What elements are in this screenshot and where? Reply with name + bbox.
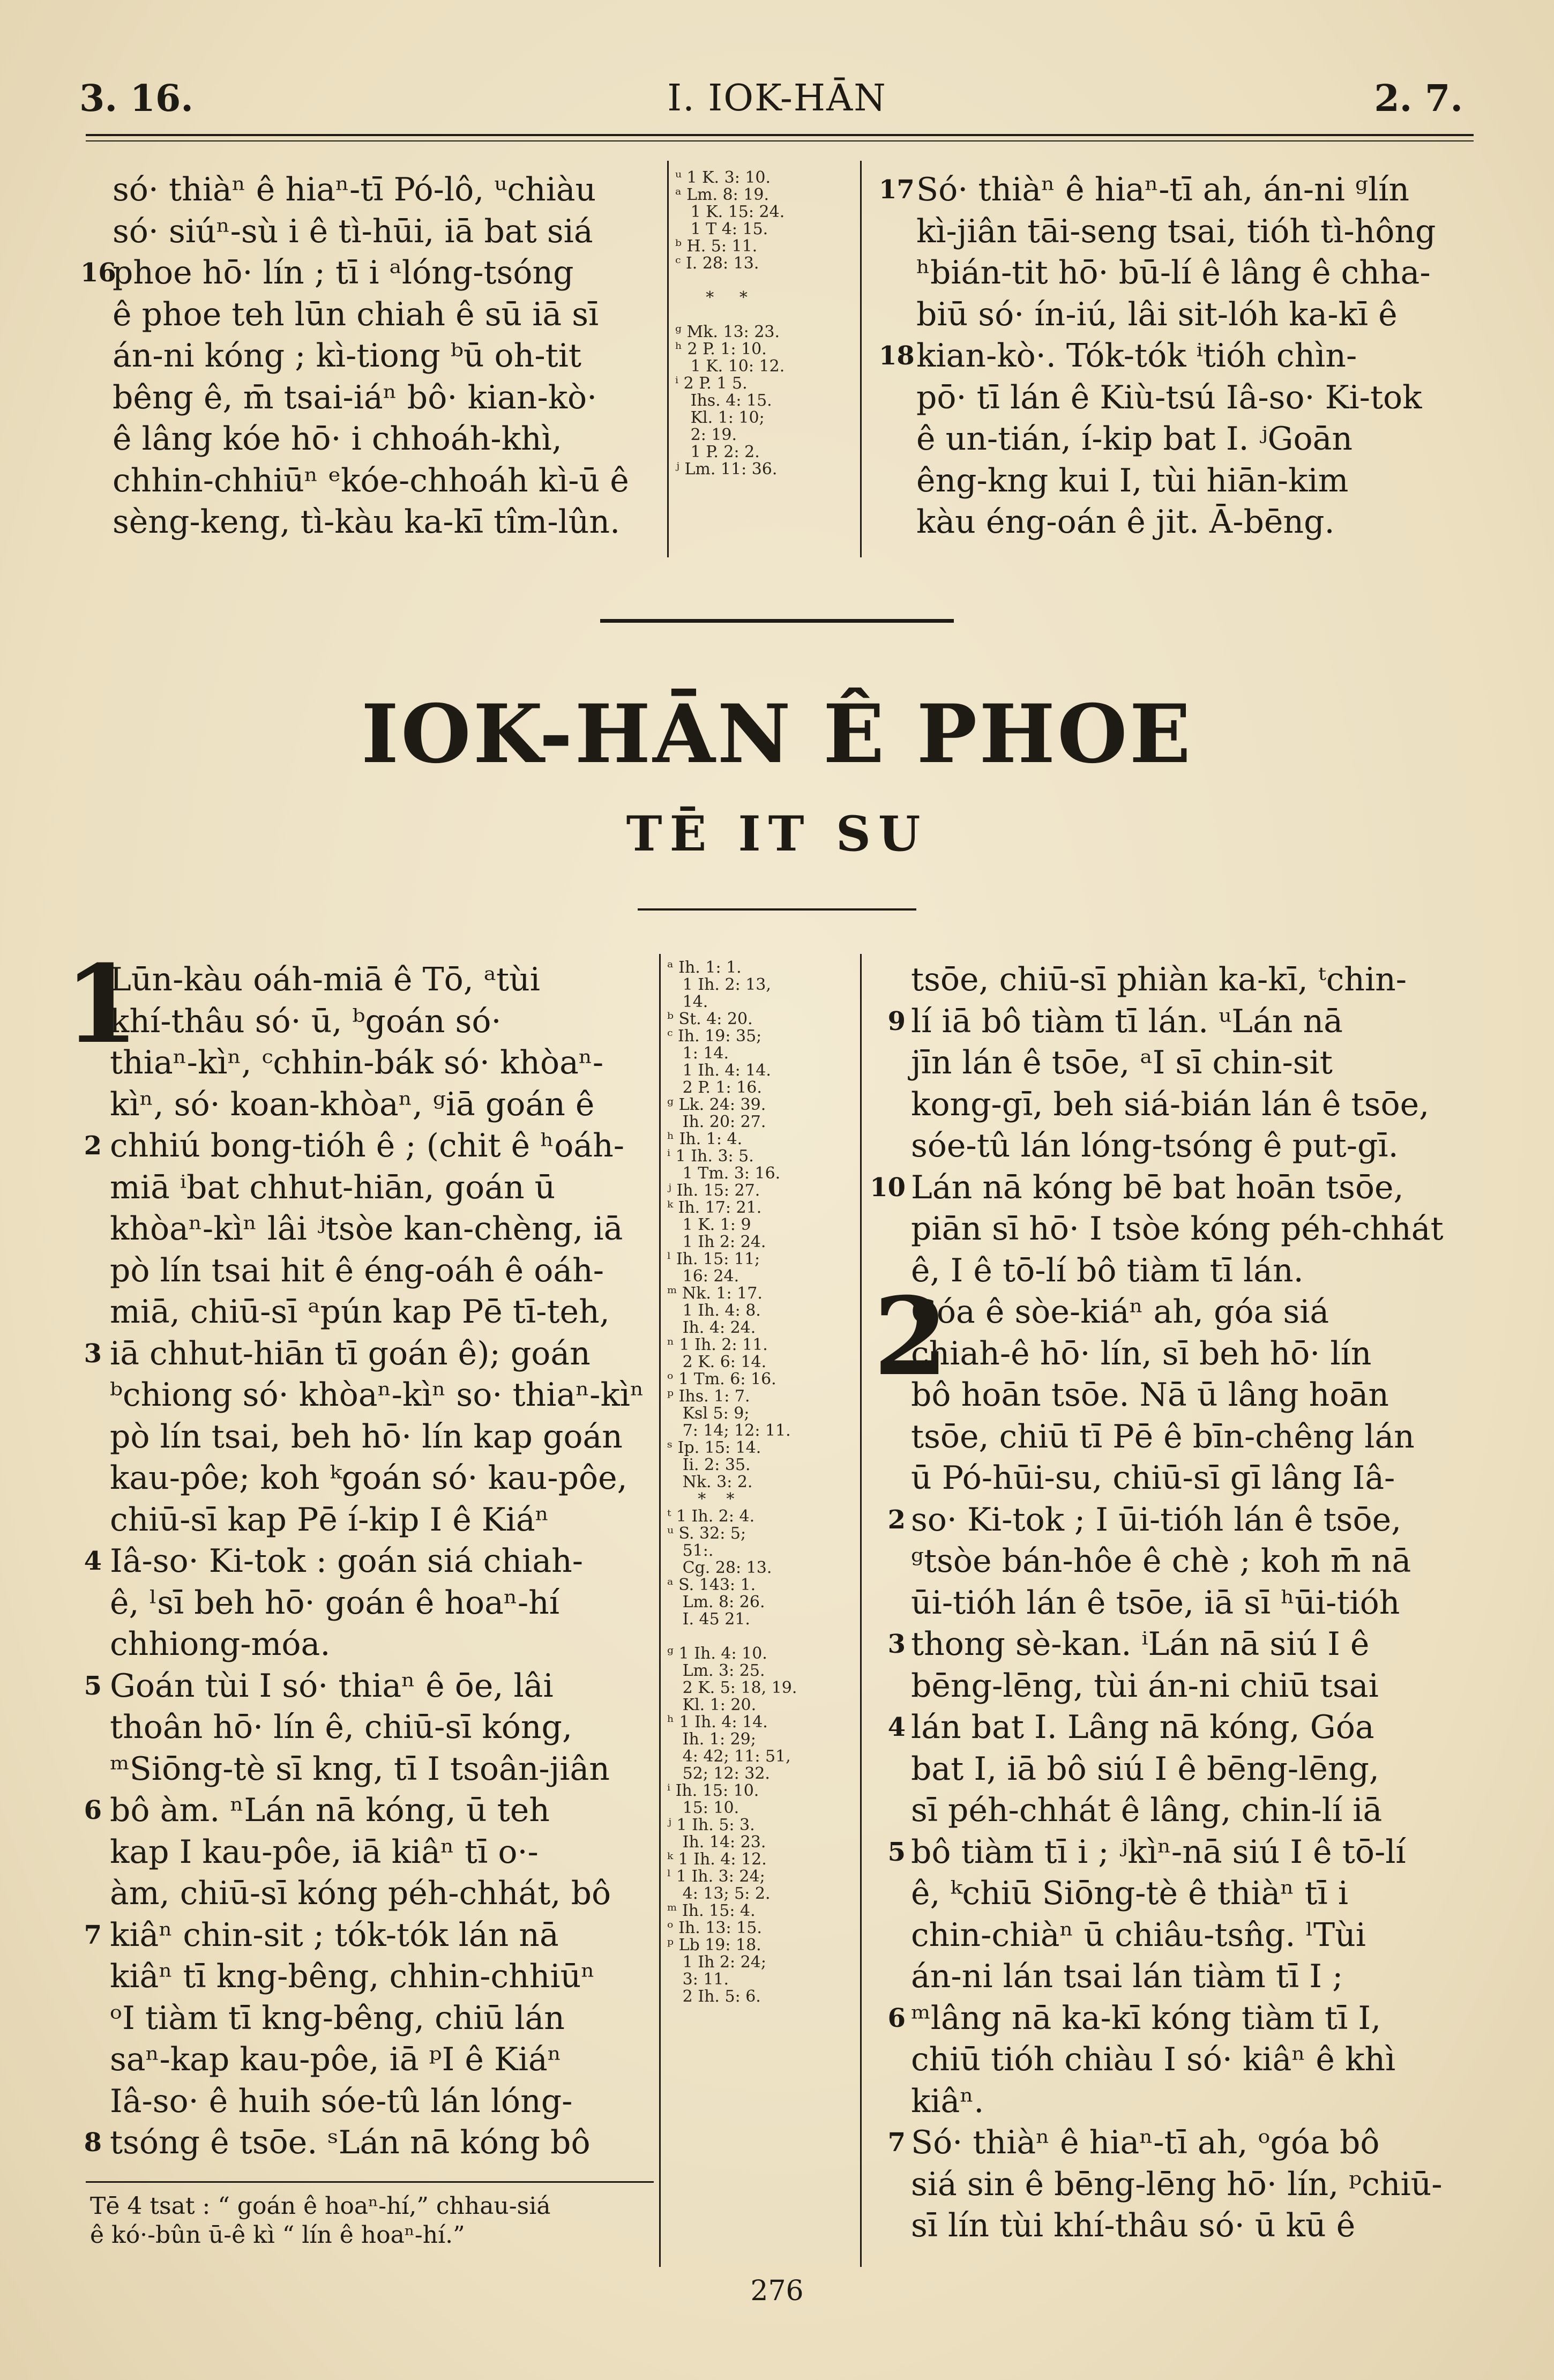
text-line: ê, ᵏchiū Siōng-tè ê thiàⁿ tī i [911, 1875, 1349, 1912]
text-line: Lán nā kóng bē bat hoān tsōe, [911, 1168, 1404, 1206]
text-line: chiah-ê hō· lín, sī beh hō· lín [911, 1334, 1372, 1372]
bottom-left-column [110, 959, 644, 2164]
text-line: bêng ê, m̄ tsai-iáⁿ bô· kian-kò· [113, 378, 597, 416]
text-line: tsóng ê tsōe. ˢLán nā kóng bô [110, 2124, 591, 2161]
bottom-right-column [911, 959, 1444, 2247]
text-line: êng-kng kui I, tùi hiān-kim [916, 461, 1349, 499]
verse-number-6: 6 [84, 1795, 102, 1825]
text-line: Só· thiàⁿ ê hiaⁿ-tī ah, án-ni ᵍlín [916, 171, 1410, 208]
bottom-cross-references: ᵃ Ih. 1: 1. 1 Ih. 2: 13, 14. ᵇ St. 4: 20. ᶜ Ih. 19: 35; 1: 14. 1 Ih. 4: 14. 2 P. 1: 16. ᵍ Lk. 24: 39. Ih. 20: 27. ʰ Ih. 1: 4. ⁱ 1 Ih. 3: 5. 1 Tm. 3: 16. ʲ Ih. 15: 27. ᵏ Ih. 17: 21. 1 K. 1: 9 1 Ih 2: 24. ˡ Ih. 15: 11; 16: 24. ᵐ Nk. 1: 17. 1 Ih. 4: 8. Ih. 4: 24. ⁿ 1 Ih. 2: 11. 2 K. 6: 14. ᵒ 1 Tm. 6: 16. ᵖ Ihs. 1: 7. Ksl 5: 9; 7: 14; 12: 11. ˢ Ip. 15: 14. Ii. 2: 35. Nk. 3: 2. * * ᵗ 1 Ih. 2: 4. ᵘ S. 32: 5; 51:. Cg. 28: 13. ᵃ S. 143: 1. Lm. 8: 26. I. 45 21. ᵍ 1 Ih. 4: 10. Lm. 3: 25. 2 K. 5: 18, 19. Kl. 1: 20. ʰ 1 Ih. 4: 14. Ih. 1: 29; 4: 42; 11: 51, 52; 12: 32. ⁱ Ih. 15: 10. 15: 10. ʲ 1 Ih. 5: 3. Ih. 14: 23. ᵏ 1 Ih. 4: 12. ˡ 1 Ih. 3: 24; 4: 13; 5: 2. ᵐ Ih. 15: 4. ᵒ Ih. 13: 15. ᵖ Lb 19: 18. 1 Ih 2: 24; 3: 11. 2 Ih. 5: 6. [667, 958, 797, 2006]
text-line: Só· thiàⁿ ê hiaⁿ-tī ah, ᵒgóa bô [911, 2124, 1380, 2161]
text-line: kian-kò·. Tók-tók ⁱtióh chìn- [916, 337, 1357, 375]
text-line: bô àm. ⁿLán nā kóng, ū teh [110, 1792, 550, 1829]
text-line: bô hoān tsōe. Nā ū lâng hoān [911, 1376, 1389, 1414]
text-line: chhin-chhiūⁿ ᵉkóe-chhoáh kì-ū ê [113, 461, 629, 499]
text-line: saⁿ-kap kau-pôe, iā ᵖI ê Kiáⁿ [110, 2041, 562, 2078]
verse-number-16: 16 [80, 258, 116, 288]
text-line: kì-jiân tāi-seng tsai, tióh tì-hông [916, 212, 1436, 250]
verse-number-6b: 6 [887, 2003, 906, 2033]
text-line: kìⁿ, só· koan-khòaⁿ, ᵍiā goán ê [110, 1085, 595, 1123]
text-line: thiaⁿ-kìⁿ, ᶜchhin-bák só· khòaⁿ- [110, 1044, 604, 1081]
text-line: só· thiàⁿ ê hiaⁿ-tī Pó-lô, ᵘchiàu [113, 171, 596, 208]
text-line: àm, chiū-sī kóng péh-chhát, bô [110, 1875, 611, 1912]
text-line: sóe-tû lán lóng-tsóng ê put-gī. [911, 1127, 1399, 1165]
text-line: ʰbián-tit hō· bū-lí ê lâng ê chha- [916, 254, 1431, 292]
top-divider-right [860, 161, 862, 557]
header-rule-thin [86, 140, 1474, 141]
top-divider-left [667, 161, 669, 557]
text-line: tsōe, chiū tī Pē ê bīn-chêng lán [911, 1417, 1415, 1456]
chapter-number-2: 2 [873, 1274, 948, 1400]
text-line: kong-gī, beh siá-bián lán ê tsōe, [911, 1085, 1430, 1123]
text-line: pò lín tsai, beh hō· lín kap goán [110, 1417, 623, 1456]
text-line: ūi-tióh lán ê tsōe, iā sī ʰūi-tióh [911, 1584, 1400, 1622]
verse-number-7: 7 [84, 1920, 102, 1950]
text-line: kau-pôe; koh ᵏgoán só· kau-pôe, [110, 1459, 627, 1497]
text-line: ê lâng kóe hō· i chhoáh-khì, [113, 420, 562, 458]
verse-number-10: 10 [870, 1173, 906, 1203]
header-book-title: I. IOK-HĀN [667, 77, 887, 120]
text-line: bēng-lēng, tùi án-ni chiū tsai [911, 1667, 1379, 1705]
text-line: phoe hō· lín ; tī i ᵃlóng-tsóng [113, 254, 574, 292]
text-line: Góa ê sòe-kiáⁿ ah, góa siá [911, 1293, 1329, 1331]
text-line: siá sin ê bēng-lēng hō· lín, ᵖchiū- [911, 2165, 1443, 2203]
verse-number-2b: 2 [887, 1505, 906, 1535]
top-cross-references: ᵘ 1 K. 3: 10. ᵃ Lm. 8: 19. 1 K. 15: 24. 1 T 4: 15. ᵇ H. 5: 11. ᶜ I. 28: 13. * * ᵍ Mk. 13: 23. ʰ 2 P. 1: 10. 1 K. 10: 12. ⁱ 2 P. 1 5. Ihs. 4: 15. Kl. 1: 10; 2: 19. 1 P. 2: 2. ʲ Lm. 11: 36. [675, 168, 785, 479]
verse-number-9: 9 [887, 1006, 906, 1036]
text-line: ᵐlâng nā ka-kī kóng tiàm tī I, [911, 1999, 1381, 2037]
text-line: sī lín tùi khí-thâu só· ū kū ê [911, 2207, 1356, 2244]
text-line: kiâⁿ chin-sit ; tók-tók lán nā [110, 1916, 559, 1954]
footnote-line-1: Tē 4 tsat : “ goán ê hoaⁿ-hí,” chhau-siá [90, 2192, 551, 2220]
text-line: pō· tī lán ê Kiù-tsú Iâ-so· Ki-tok [916, 378, 1422, 416]
text-line: ê, ˡsī beh hō· goán ê hoaⁿ-hí [110, 1584, 560, 1622]
verse-number-2: 2 [84, 1131, 102, 1161]
text-line: ᵐSiōng-tè sī kng, tī I tsoân-jiân [110, 1750, 610, 1788]
text-line: ᵒI tiàm tī kng-bêng, chiū lán [110, 1999, 565, 2037]
text-line: kiâⁿ. [911, 2082, 984, 2120]
text-line: án-ni kóng ; kì-tiong ᵇū oh-tit [113, 337, 582, 375]
verse-number-17: 17 [879, 175, 915, 205]
text-line: sī péh-chhát ê lâng, chin-lí iā [911, 1792, 1383, 1829]
text-line: chin-chiàⁿ ū chiâu-tsn̂g. ˡTùi [911, 1916, 1366, 1954]
chapter-number-1: 1 [64, 942, 139, 1068]
text-line: kàu éng-oán ê jit. Ā-bēng. [916, 503, 1335, 541]
text-line: ê un-tián, í-kip bat I. ʲGoān [916, 420, 1353, 458]
text-line: Iâ-so· Ki-tok : goán siá chiah- [110, 1542, 584, 1580]
top-left-column [113, 169, 629, 543]
text-line: chiū-sī kap Pē í-kip I ê Kiáⁿ [110, 1501, 549, 1539]
header-left-reference: 3. 16. [79, 77, 193, 120]
verse-number-4b: 4 [887, 1712, 906, 1742]
top-right-column [916, 169, 1436, 543]
text-line: ê, I ê tō-lí bô tiàm tī lán. [911, 1251, 1304, 1289]
text-line: miā ⁱbat chhut-hiān, goán ū [110, 1168, 556, 1206]
text-line: bat I, iā bô siú I ê bēng-lēng, [911, 1750, 1379, 1788]
verse-number-3: 3 [84, 1339, 102, 1369]
text-line: jīn lán ê tsōe, ᵃI sī chin-sit [911, 1044, 1333, 1081]
bottom-divider-left [659, 954, 661, 2267]
footnote-line-2: ê kó·-bûn ū-ê kì “ lín ê hoaⁿ-hí.” [90, 2221, 465, 2249]
text-line: iā chhut-hiān tī goán ê); goán [110, 1334, 591, 1372]
text-line: khòaⁿ-kìⁿ lâi ʲtsòe kan-chèng, iā [110, 1210, 623, 1248]
header-right-reference: 2. 7. [1374, 77, 1463, 120]
section-separator [600, 619, 954, 623]
text-line: lán bat I. Lâng nā kóng, Góa [911, 1708, 1374, 1746]
text-line: so· Ki-tok ; I ūi-tióh lán ê tsōe, [911, 1501, 1402, 1539]
text-line: ᵍtsòe bán-hôe ê chè ; koh m̄ nā [911, 1542, 1411, 1580]
text-line: thoân hō· lín ê, chiū-sī kóng, [110, 1708, 573, 1746]
text-line: ᵇchiong só· khòaⁿ-kìⁿ so· thiaⁿ-kìⁿ [110, 1376, 644, 1414]
text-line: sèng-keng, tì-kàu ka-kī tîm-lûn. [113, 503, 621, 541]
footnote-rule [86, 2181, 654, 2183]
verse-number-5: 5 [84, 1671, 102, 1701]
text-line: biū só· ín-iú, lâi sit-lóh ka-kī ê [916, 295, 1398, 333]
verse-number-18: 18 [879, 341, 915, 371]
verse-number-8: 8 [84, 2128, 102, 2158]
text-line: só· siúⁿ-sù i ê tì-hūi, iā bat siá [113, 212, 593, 250]
text-line: pò lín tsai hit ê éng-oáh ê oáh- [110, 1251, 604, 1289]
page-number: 276 [750, 2275, 804, 2307]
text-line: khí-thâu só· ū, ᵇgoán só· [110, 1002, 502, 1040]
verse-number-4: 4 [84, 1546, 102, 1576]
verse-number-3b: 3 [887, 1629, 906, 1659]
text-line: ê phoe teh lūn chiah ê sū iā sī [113, 295, 599, 333]
epistle-title: IOK-HĀN Ê PHOE [361, 687, 1193, 781]
title-underline [638, 908, 916, 911]
text-line: thong sè-kan. ⁱLán nā siú I ê [911, 1625, 1370, 1663]
text-line: ū Pó-hūi-su, chiū-sī gī lâng Iâ- [911, 1459, 1395, 1497]
text-line: lí iā bô tiàm tī lán. ᵘLán nā [911, 1002, 1343, 1040]
text-line: Iâ-so· ê huih sóe-tû lán lóng- [110, 2082, 573, 2120]
text-line: tsōe, chiū-sī phiàn ka-kī, ᵗchin- [911, 961, 1407, 998]
text-line: Goán tùi I só· thiaⁿ ê ōe, lâi [110, 1667, 554, 1705]
epistle-subtitle: TĒ IT SU [626, 805, 928, 862]
text-line: piān sī hō· I tsòe kóng péh-chhát [911, 1210, 1444, 1248]
text-line: kap I kau-pôe, iā kiâⁿ tī o·- [110, 1833, 539, 1871]
footnote [90, 2192, 551, 2250]
text-line: chiū tióh chiàu I só· kiâⁿ ê khì [911, 2041, 1396, 2078]
text-line: Lūn-kàu oáh-miā ê Tō, ᵃtùi [110, 961, 540, 998]
header-rule [86, 134, 1474, 136]
text-line: chhiú bong-tióh ê ; (chit ê ʰoáh- [110, 1127, 625, 1165]
bottom-divider-right [860, 954, 862, 2267]
text-line: miā, chiū-sī ᵃpún kap Pē tī-teh, [110, 1293, 610, 1331]
text-line: bô tiàm tī i ; ʲkìⁿ-nā siú I ê tō-lí [911, 1833, 1406, 1871]
text-line: chhiong-móa. [110, 1625, 331, 1663]
verse-number-5b: 5 [887, 1837, 906, 1867]
text-line: án-ni lán tsai lán tiàm tī I ; [911, 1958, 1343, 1995]
verse-number-7b: 7 [887, 2128, 906, 2158]
text-line: kiâⁿ tī kng-bêng, chhin-chhiūⁿ [110, 1958, 595, 1995]
